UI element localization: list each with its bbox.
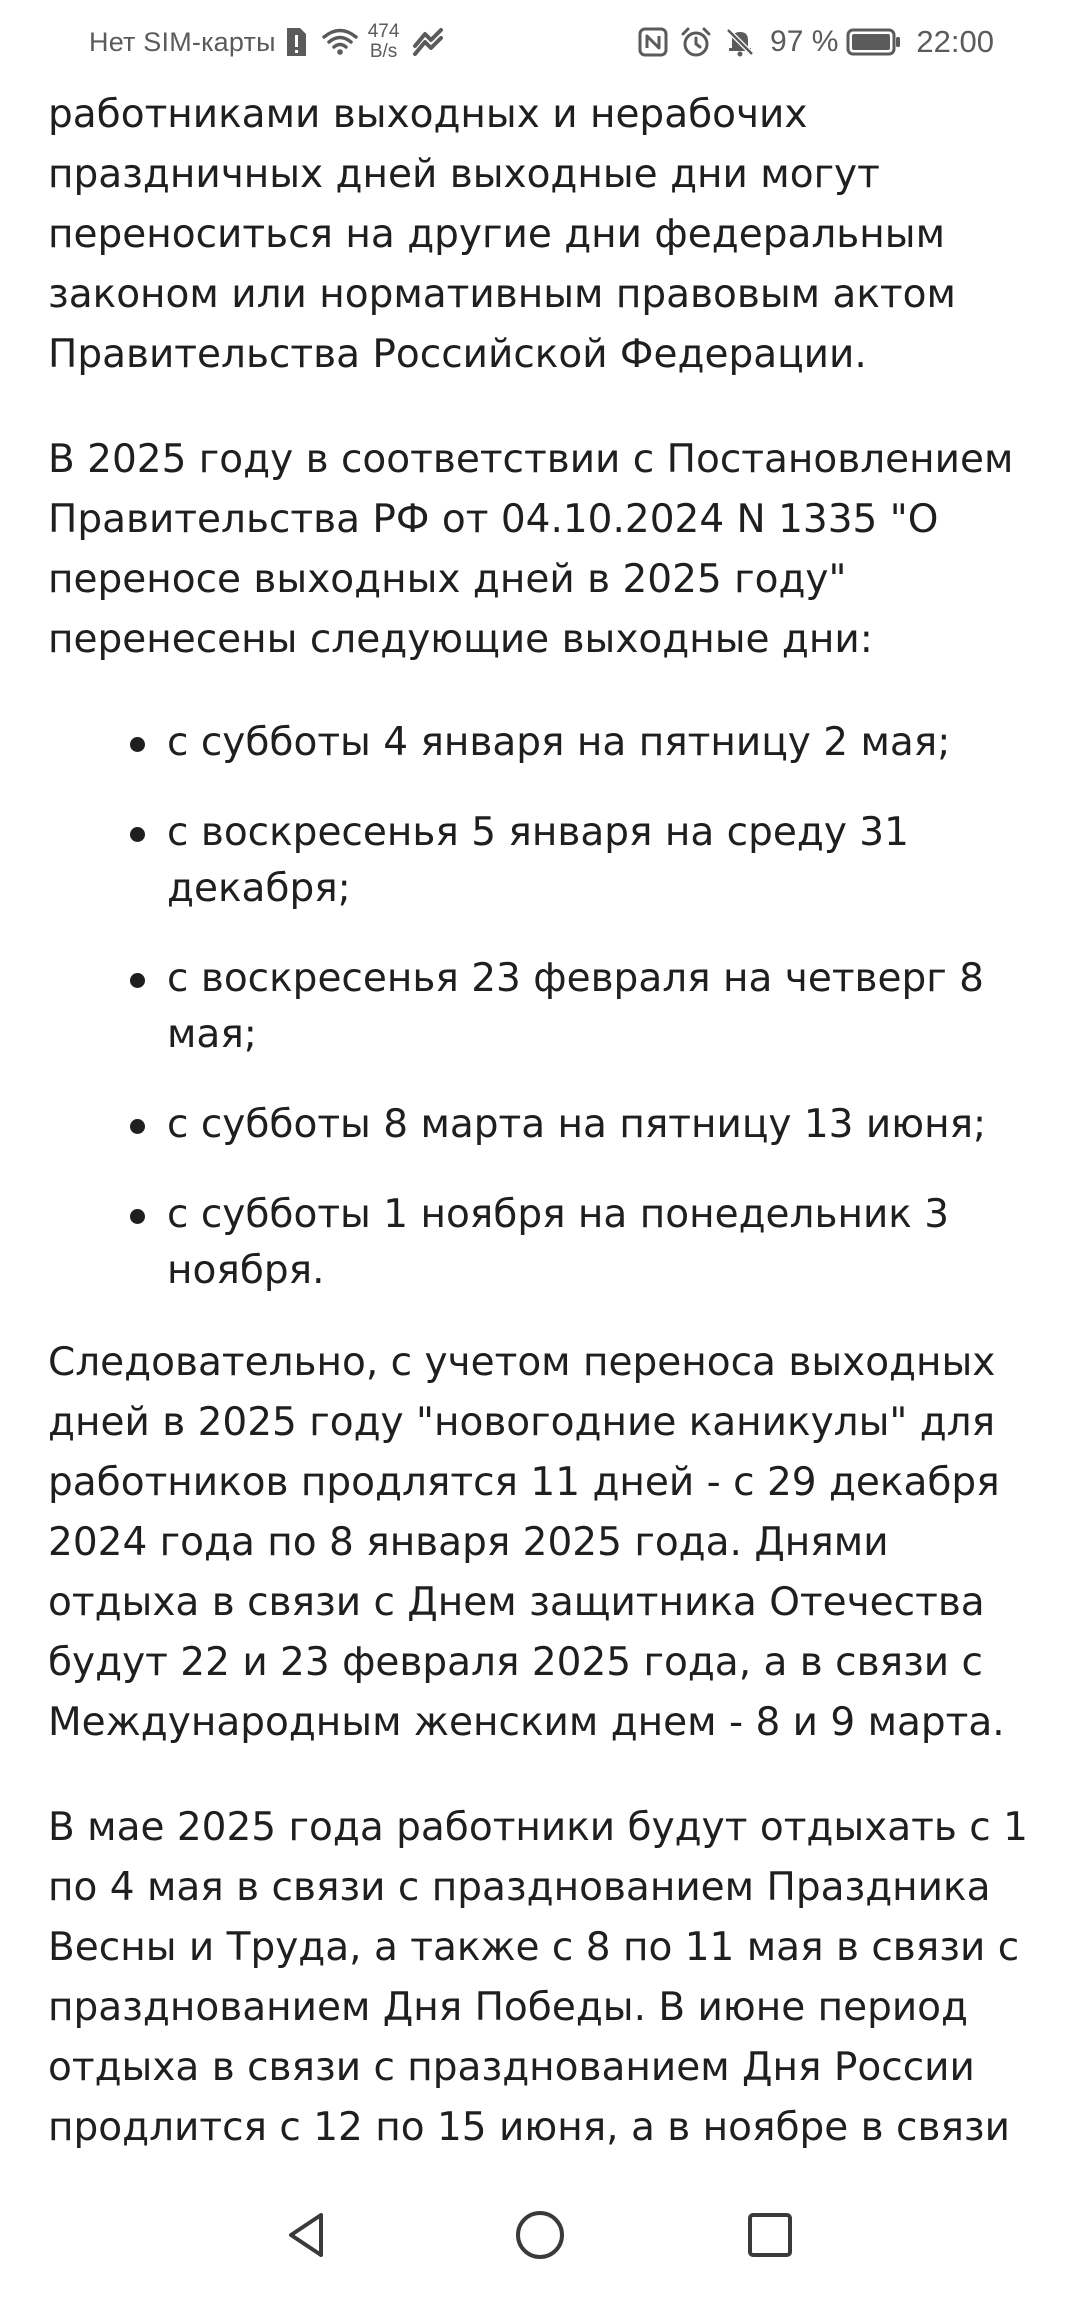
battery-percent: 97 %	[770, 25, 839, 58]
list-item: с воскресенья 5 января на среду 31 декабря;	[48, 805, 1048, 917]
recent-apps-button[interactable]	[725, 2190, 815, 2280]
back-icon	[279, 2207, 335, 2263]
article-content	[48, 85, 1048, 2203]
list-item: с субботы 4 января на пятницу 2 мая;	[48, 715, 1048, 771]
network-speed-value: 474	[367, 21, 400, 42]
clock: 22:00	[916, 24, 994, 59]
status-left	[89, 22, 445, 62]
home-button[interactable]	[495, 2190, 585, 2280]
nfc-icon	[638, 27, 668, 57]
postponed-days-list	[48, 715, 1048, 1299]
list-item: с воскресенья 23 февраля на четверг 8 мая;	[48, 951, 1048, 1063]
hotspot-icon	[411, 28, 445, 56]
sim-alert-icon	[284, 26, 308, 58]
back-button[interactable]	[262, 2190, 352, 2280]
list-item: с субботы 8 марта на пятницу 13 июня;	[48, 1097, 1048, 1153]
article-paragraph: В 2025 году в соответствии с Постановлением Правительства РФ от 04.10.2024 N 1335 "О переносе выходных дней в 2025 году" перенесены следующие выходные дни:	[48, 437, 1014, 662]
wifi-icon	[322, 27, 358, 57]
carrier-label: Нет SIM-карты	[89, 26, 276, 57]
article-paragraph: работниками выходных и нерабочих праздничных дней выходные дни могут переноситься на другие дни федеральным законом или нормативным правовым актом Правительства Российской Федерации.	[48, 92, 956, 377]
list-item: с субботы 1 ноября на понедельник 3 ноября.	[48, 1187, 1048, 1299]
network-speed-unit: B/s	[369, 41, 398, 62]
status-bar	[0, 0, 1080, 84]
battery-icon	[846, 27, 902, 57]
article-paragraph: В мае 2025 года работники будут отдыхать с 1 по 4 мая в связи с празднованием Праздника Весны и Труда, а также с 8 по 11 мая в связи с празднованием Дня Победы. В июне период отдыха в связи с празднованием Дня России продлится с 12 по 15 июня, а в ноябре в связи	[48, 1805, 1028, 2150]
navigation-bar	[0, 2160, 1080, 2312]
mute-icon	[724, 26, 756, 58]
article-paragraph: Следовательно, с учетом переноса выходных дней в 2025 году "новогодние каникулы" для работников продлятся 11 дней - с 29 декабря 2024 года по 8 января 2025 года. Днями отдыха в связи с Днем защитника Отечества будут 22 и 23 февраля 2025 года, а в связи с Международным женским днем - 8 и 9 марта.	[48, 1340, 1005, 1745]
home-icon	[512, 2207, 568, 2263]
status-right	[626, 22, 994, 62]
network-speed	[368, 22, 400, 62]
alarm-icon	[680, 26, 712, 58]
recent-apps-icon	[742, 2207, 798, 2263]
